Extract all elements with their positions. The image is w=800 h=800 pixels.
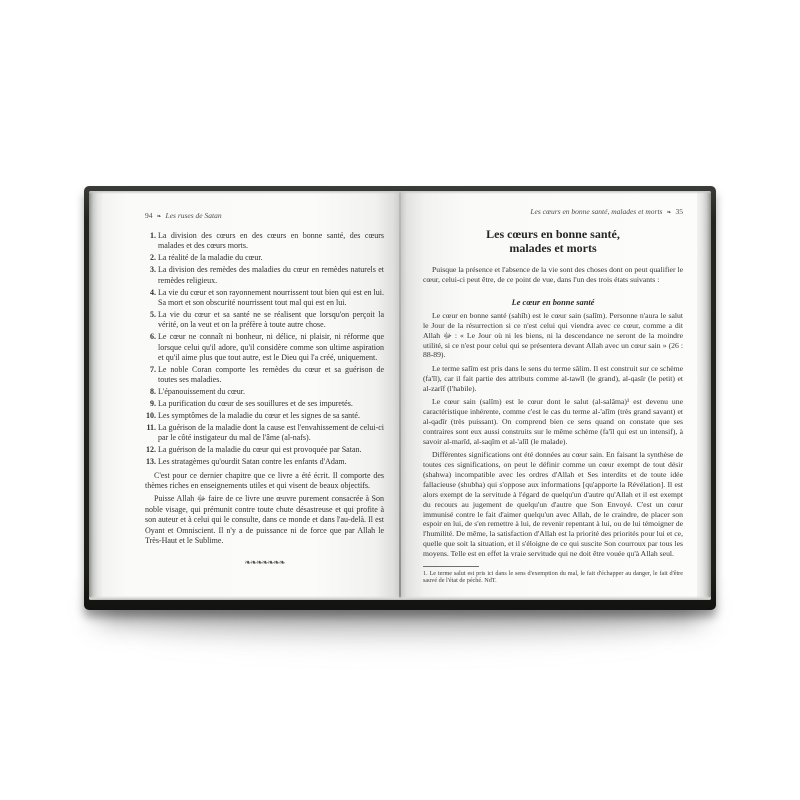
fleuron-icon: ❧	[156, 214, 162, 220]
page-edges-right	[697, 191, 711, 600]
list-item-text: La guérison de la maladie du cœur qui est provoquée par Satan.	[158, 445, 362, 455]
closing-paragraph: Puisse Allah ﷻ faire de ce livre une œuvre purement consacrée à Son noble visage, qui prémunit contre toute chute désastreuse et qui profite à son auteur et à celui qui le consulte, dans ce monde et dans l'au-delà. Il est Oyant et Omniscient. Il n'y a de puissance ni de force que par Allah le Très-Haut et le Sublime.	[145, 494, 385, 545]
list-item	[145, 411, 384, 421]
left-page	[103, 191, 399, 600]
body-paragraph: Différentes significations ont été données au cœur sain. En faisant la synthèse de toutes ces significations, on peut le définir comme un cœur exempt de tout désir (shahwa) incompatible avec les ordres d'Allah et Ses interdits et de toute idée fallacieuse (shubha) qui s'oppose aux informations [qu'apporte la Révélation]. Il est alors exempt de la servitude à l'égard de quelqu'un d'autre qu'Allah et il est exempt du recours au jugement de quelqu'un d'autre que Son Envoyé. C'est un cœur immunisé contre le fait d'aimer quelqu'un avec Allah, de le craindre, de placer son espoir en lui, de s'en remettre à lui, de revenir repentant à lui, ou de lui témoigner de l'humilité. De même, la satisfaction d'Allah est la priorité des priorités pour lui et ce, quelle que soit la situation, et il s'éloigne de ce qui suscite Son courroux par tous les moyens. Telle est en effet la vraie servitude qui ne doit être vouée qu'à Allah seul.	[423, 450, 683, 559]
left-page-content	[103, 191, 399, 600]
chapter-title-line1: Les cœurs en bonne santé,	[486, 227, 620, 241]
page-edges-left	[89, 191, 103, 600]
list-item-number: 3.	[150, 265, 156, 275]
list-item-text: La division des cœurs en des cœurs en bonne santé, des cœurs malades et des cœurs morts.	[158, 231, 384, 251]
list-item-text: L'épanouissement du cœur.	[158, 387, 245, 397]
list-item-text: La division des remèdes des maladies du cœur en remèdes naturels et remèdes religieux.	[158, 265, 384, 285]
list-item-text: La guérison de la maladie dont la cause est l'envahissement de celui-ci par le côté instigateur du mal de l'âme (al-nafs).	[158, 422, 384, 443]
open-book	[84, 186, 716, 610]
list-item-number: 11.	[146, 422, 156, 432]
book-pages	[89, 191, 711, 600]
body-paragraph: Le cœur en bonne santé (sahîh) est le cœur sain (salîm). Personne n'aura le salut le Jour de la résurrection si ce n'est celui qui viendra avec ce cœur, comme a dit Allah ﷻ : « Le Jour où ni les biens, ni la descendance ne seront de la moindre utilité, si ce n'est pour celui qui se présentera devant Allah avec un cœur sain » (26 : 88-89).	[423, 310, 683, 360]
list-item-text: Les symptômes de la maladie du cœur et les signes de sa santé.	[158, 411, 360, 420]
right-page-content	[401, 191, 697, 600]
list-item-number: 12.	[146, 445, 156, 455]
list-item	[145, 399, 384, 409]
list-item	[145, 265, 384, 286]
list-item-text: Les stratagèmes qu'ourdit Satan contre les enfants d'Adam.	[158, 457, 347, 467]
list-item-number: 2.	[150, 253, 156, 263]
list-item	[145, 310, 384, 331]
laurel-ornament-icon: ❧❧❧❧❧❧❧	[244, 558, 285, 568]
body-paragraph: Le terme salîm est pris dans le sens du terme sâlim. Il est construit sur ce schème (fa'îl), car il fait partie des attributs comme al-tawîl (le grand), al-qasîr (le petit) et al-zarîf (l'habile).	[423, 363, 683, 393]
list-item	[145, 231, 384, 252]
section-subtitle: Le cœur en bonne santé	[511, 297, 595, 307]
list-item-number: 13.	[146, 457, 156, 467]
list-item-number: 6.	[150, 332, 156, 342]
list-item	[145, 288, 384, 309]
right-running-title: Les cœurs en bonne santé, malades et morts	[530, 207, 663, 216]
fleuron-icon: ❧	[666, 210, 672, 216]
footnote-rule	[423, 566, 479, 567]
list-item	[145, 445, 384, 455]
closing-paragraph: C'est pour ce dernier chapitre que ce livre a été écrit. Il comporte des thèmes riches en enseignements utiles et qui visent de beaux objectifs.	[145, 470, 384, 490]
list-item-text: Le cœur ne connaît ni bonheur, ni délice, ni plaisir, ni réforme que lorsque celui qu'il adore, qu'il considère comme son ultime aspiration et qu'il aime plus que tout autre, est le Dieu qui l'a créé, uniquement.	[158, 332, 384, 362]
right-page	[401, 191, 697, 600]
list-item-text: La vie du cœur et sa santé ne se réalisent que lorsqu'on perçoit la vérité, on la veut et on la préfère à toute autre chose.	[158, 309, 384, 330]
intro-paragraph: Puisque la présence et l'absence de la vie sont des choses dont on peut qualifier le cœur, celui-ci peut être, de ce point de vue, dans l'un des trois états suivants :	[423, 265, 683, 284]
list-item	[145, 365, 384, 386]
list-item-number: 5.	[150, 309, 156, 319]
chapter-title	[423, 227, 683, 255]
list-item-number: 10.	[146, 411, 156, 420]
list-item-text: Le noble Coran comporte les remèdes du cœur et sa guérison de toutes ses maladies.	[158, 364, 384, 385]
left-page-header	[145, 211, 384, 220]
list-item	[145, 253, 384, 263]
body-paragraph: Le cœur sain (salîm) est le cœur dont le salut (al-salâma)¹ est devenu une caractéristique inhérente, comme c'est le cas du terme al-'alîm (très grand savant) et al-qadîr (très puissant). On comprend bien ce sens quand on constate que ses contraires sont eux aussi construits sur le même schème (fa'îl qui est un intensif), à savoir al-marîd, al-saqîm et al-'alîl (le malade).	[423, 397, 683, 446]
right-page-header	[423, 207, 683, 216]
list-item	[145, 387, 384, 397]
list-item-text: La réalité de la maladie du cœur.	[158, 253, 263, 263]
left-page-number: 94	[145, 211, 153, 220]
list-item	[145, 332, 384, 363]
list-item-number: 4.	[150, 287, 156, 297]
list-item	[145, 423, 384, 444]
chapter-list	[145, 231, 384, 468]
chapter-title-line2: malades et morts	[509, 241, 597, 255]
footnote-text: 1. Le terme salut est pris ici dans le sens d'exemption du mal, le fait d'échapper au danger, le fait d'être sauvé de l'état de péché. NdT.	[423, 569, 683, 585]
right-page-number: 35	[675, 207, 683, 216]
list-item-number: 8.	[150, 387, 156, 397]
list-item-text: La vie du cœur et son rayonnement nourrissent tout bien qui est en lui. Sa mort et son obscurité nourrissent tout mal qui est en lui.	[158, 287, 384, 307]
list-item-text: La purification du cœur de ses souillures et de ses impuretés.	[158, 399, 353, 409]
left-running-title: Les ruses de Satan	[165, 211, 222, 220]
list-item-number: 9.	[150, 399, 156, 409]
list-item	[145, 457, 384, 467]
list-item-number: 1.	[150, 231, 156, 240]
list-item-number: 7.	[150, 364, 156, 374]
footnote-block	[423, 566, 683, 585]
